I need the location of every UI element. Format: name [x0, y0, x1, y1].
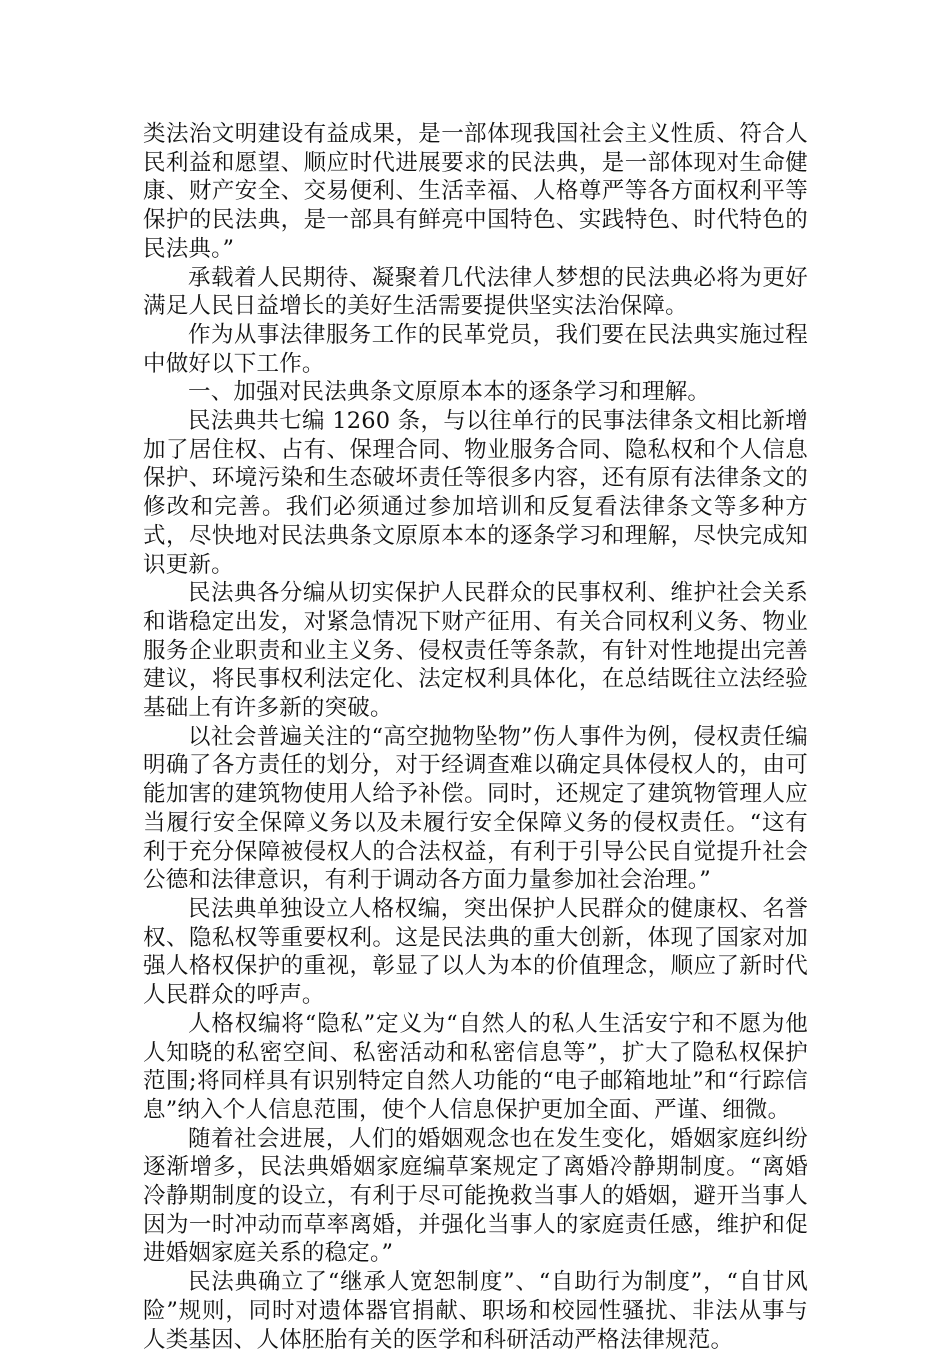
paragraph-continuation: 类法治文明建设有益成果，是一部体现我国社会主义性质、符合人民利益和愿望、顺应时代进展要求的民法典，是一部体现对生命健康、财产安全、交易便利、生活幸福、人格尊严等各方面权利平等保护的民法典，是一部具有鲜亮中国特色、实践特色、时代特色的民法典。”	[143, 121, 808, 262]
paragraph: 以社会普遍关注的“高空抛物坠物”伤人事件为例，侵权责任编明确了各方责任的划分，对于经调查难以确定具体侵权人的，由可能加害的建筑物使用人给予补偿。同时，还规定了建筑物管理人应当履行安全保障义务以及未履行安全保障义务的侵权责任。“这有利于充分保障被侵权人的合法权益，有利于引导公民自觉提升社会公德和法律意识，有利于调动各方面力量参加社会治理。”	[143, 723, 808, 894]
paragraph: 随着社会进展，人们的婚姻观念也在发生变化，婚姻家庭纠纷逐渐增多，民法典婚姻家庭编草案规定了离婚冷静期制度。“离婚冷静期制度的设立，有利于尽可能挽救当事人的婚姻，避开当事人因为一时冲动而草率离婚，并强化当事人的家庭责任感，维护和促进婚姻家庭关系的稳定。”	[143, 1125, 808, 1267]
paragraph: 民法典确立了“继承人宽恕制度”、“自助行为制度”，“自甘风险”规则，同时对遗体器官捐献、职场和校园性骚扰、非法从事与人类基因、人体胚胎有关的医学和科研活动严格法律规范。	[143, 1269, 808, 1353]
paragraph: 人格权编将“隐私”定义为“自然人的私人生活安宁和不愿为他人知晓的私密空间、私密活动和私密信息等”，扩大了隐私权保护范围;将同样具有识别特定自然人功能的“电子邮箱地址”和“行踪信息”纳入个人信息范围，使个人信息保护更加全面、严谨、细微。	[143, 1010, 808, 1123]
paragraph: 民法典单独设立人格权编，突出保护人民群众的健康权、名誉权、隐私权等重要权利。这是民法典的重大创新，体现了国家对加强人格权保护的重视，彰显了以人为本的价值理念，顺应了新时代人民群众的呼声。	[143, 895, 808, 1009]
paragraph: 承载着人民期待、凝聚着几代法律人梦想的民法典必将为更好满足人民日益增长的美好生活需要提供坚实法治保障。	[143, 264, 808, 320]
paragraph: 民法典共七编 1260 条，与以往单行的民事法律条文相比新增加了居住权、占有、保理合同、物业服务合同、隐私权和个人信息保护、环境污染和生态破坏责任等很多内容，还有原有法律条文的修改和完善。我们必须通过参加培训和反复看法律条文等多种方式，尽快地对民法典条文原原本本的逐条学习和理解，尽快完成知识更新。	[143, 408, 808, 578]
document-body	[143, 120, 808, 1354]
section-heading: 一、加强对民法典条文原原本本的逐条学习和理解。	[188, 379, 711, 406]
paragraph: 民法典各分编从切实保护人民群众的民事权利、维护社会关系和谐稳定出发，对紧急情况下财产征用、有关合同权利义务、物业服务企业职责和业主义务、侵权责任等条款，有针对性地提出完善建议，将民事权利法定化、法定权利具体化，在总结既往立法经验基础上有许多新的突破。	[143, 580, 808, 722]
paragraph: 作为从事法律服务工作的民革党员，我们要在民法典实施过程中做好以下工作。	[143, 321, 808, 377]
